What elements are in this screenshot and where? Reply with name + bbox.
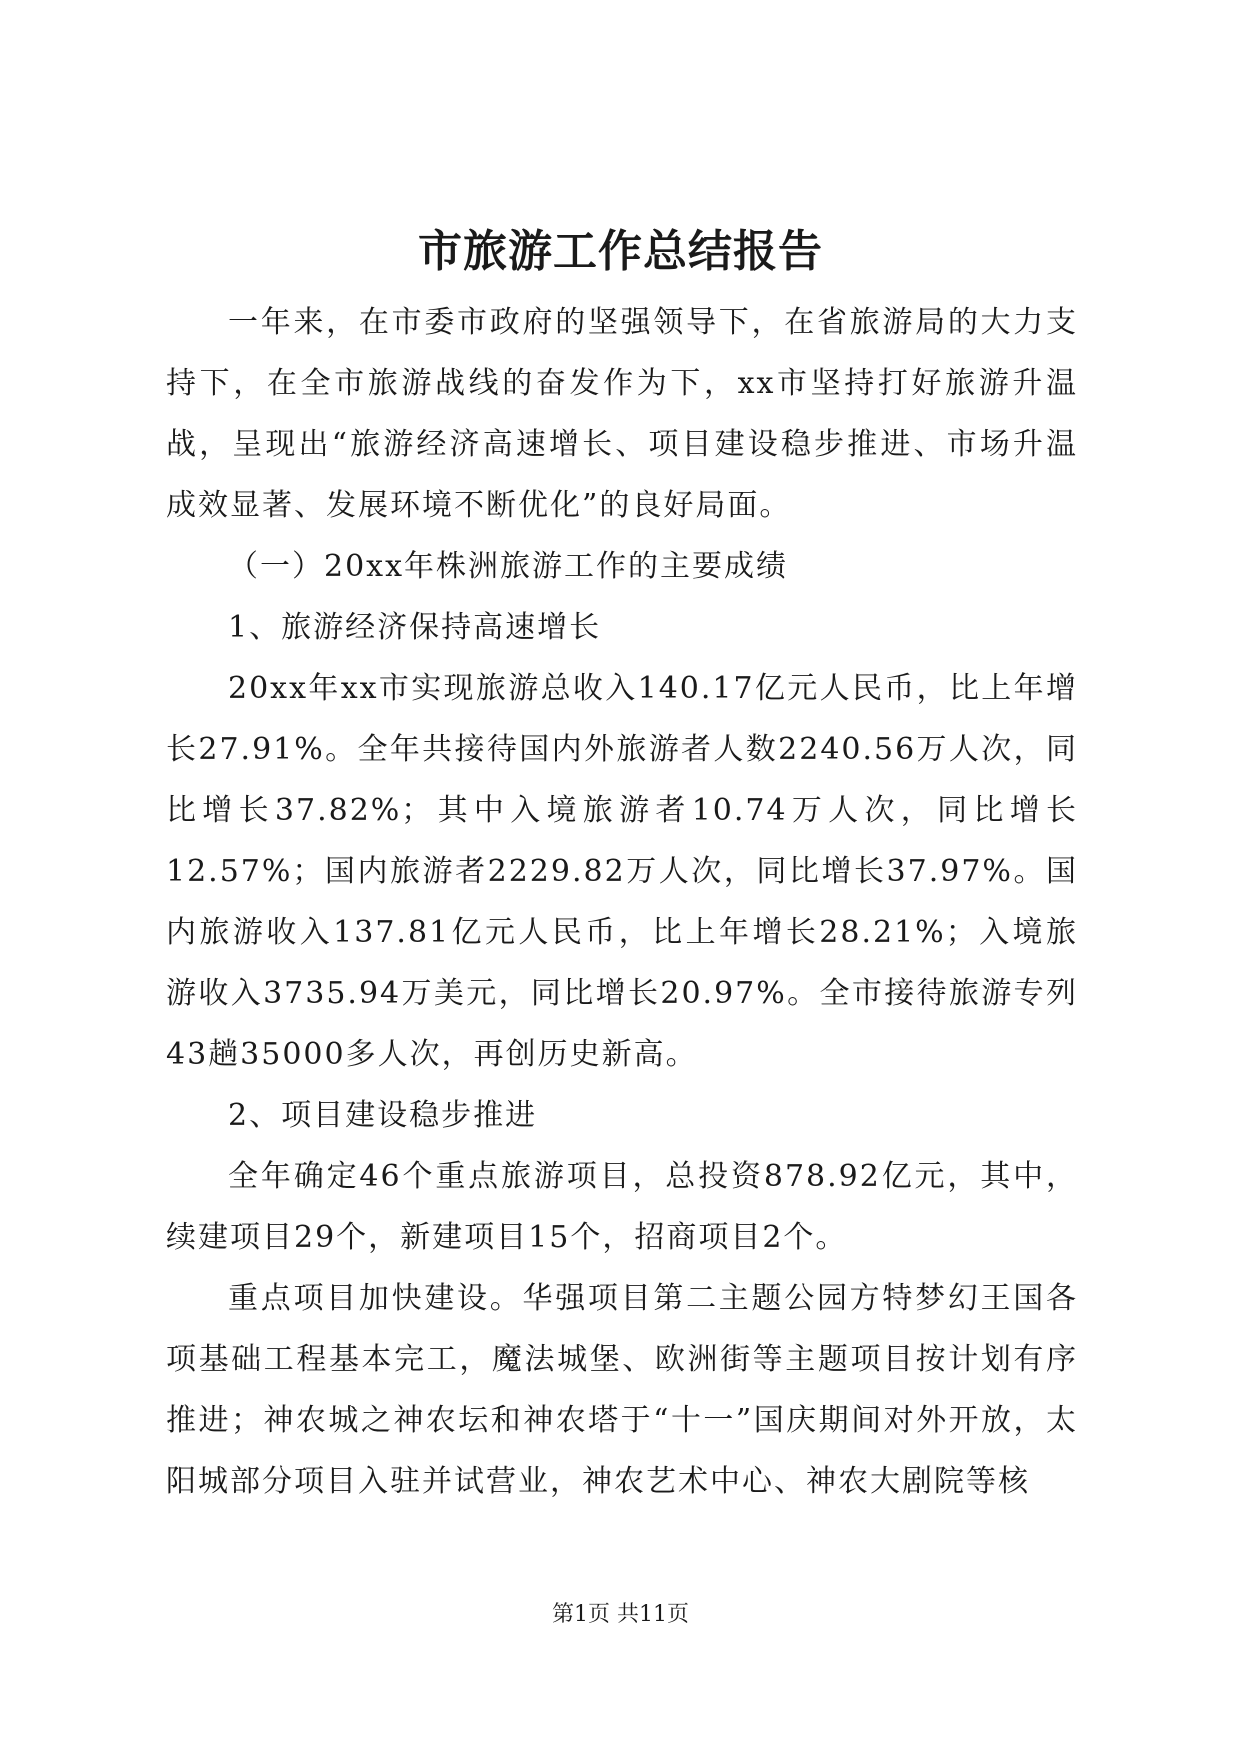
subsection-heading-2: 2、项目建设稳步推进 bbox=[228, 1098, 538, 1133]
paragraph-key-projects: 重点项目加快建设。华强项目第二主题公园方特梦幻王国各项基础工程基本完工，魔法城堡、欧洲街等主题项目按计划有序推进；神农城之神农坛和神农塔于“十一”国庆期间对外开放，太阳城部分项目入驻并试营业，神农艺术中心、神农大剧院等核 bbox=[166, 1281, 1078, 1499]
paragraph-projects: 全年确定46个重点旅游项目，总投资878.92亿元，其中，续建项目29个，新建项目15个，招商项目2个。 bbox=[166, 1159, 1078, 1255]
document-body bbox=[166, 292, 1078, 1512]
section-heading: （一）20xx年株洲旅游工作的主要成绩 bbox=[228, 549, 789, 584]
page-footer: 第1页 共11页 bbox=[552, 1602, 689, 1627]
paragraph-intro: 一年来，在市委市政府的坚强领导下，在省旅游局的大力支持下，在全市旅游战线的奋发作为下，xx市坚持打好旅游升温战，呈现出“旅游经济高速增长、项目建设稳步推进、市场升温成效显著、发展环境不断优化”的良好局面。 bbox=[166, 305, 1078, 523]
document-title: 市旅游工作总结报告 bbox=[418, 226, 823, 277]
subsection-heading-1: 1、旅游经济保持高速增长 bbox=[228, 610, 602, 645]
paragraph-tourism-economy: 20xx年xx市实现旅游总收入140.17亿元人民币，比上年增长27.91%。全年共接待国内外旅游者人数2240.56万人次，同比增长37.82%；其中入境旅游者10.74万人次，同比增长12.57%；国内旅游者2229.82万人次，同比增长37.97%。国内旅游收入137.81亿元人民币，比上年增长28.21%；入境旅游收入3735.94万美元，同比增长20.97%。全市接待旅游专列43趟35000多人次，再创历史新高。 bbox=[166, 671, 1078, 1072]
